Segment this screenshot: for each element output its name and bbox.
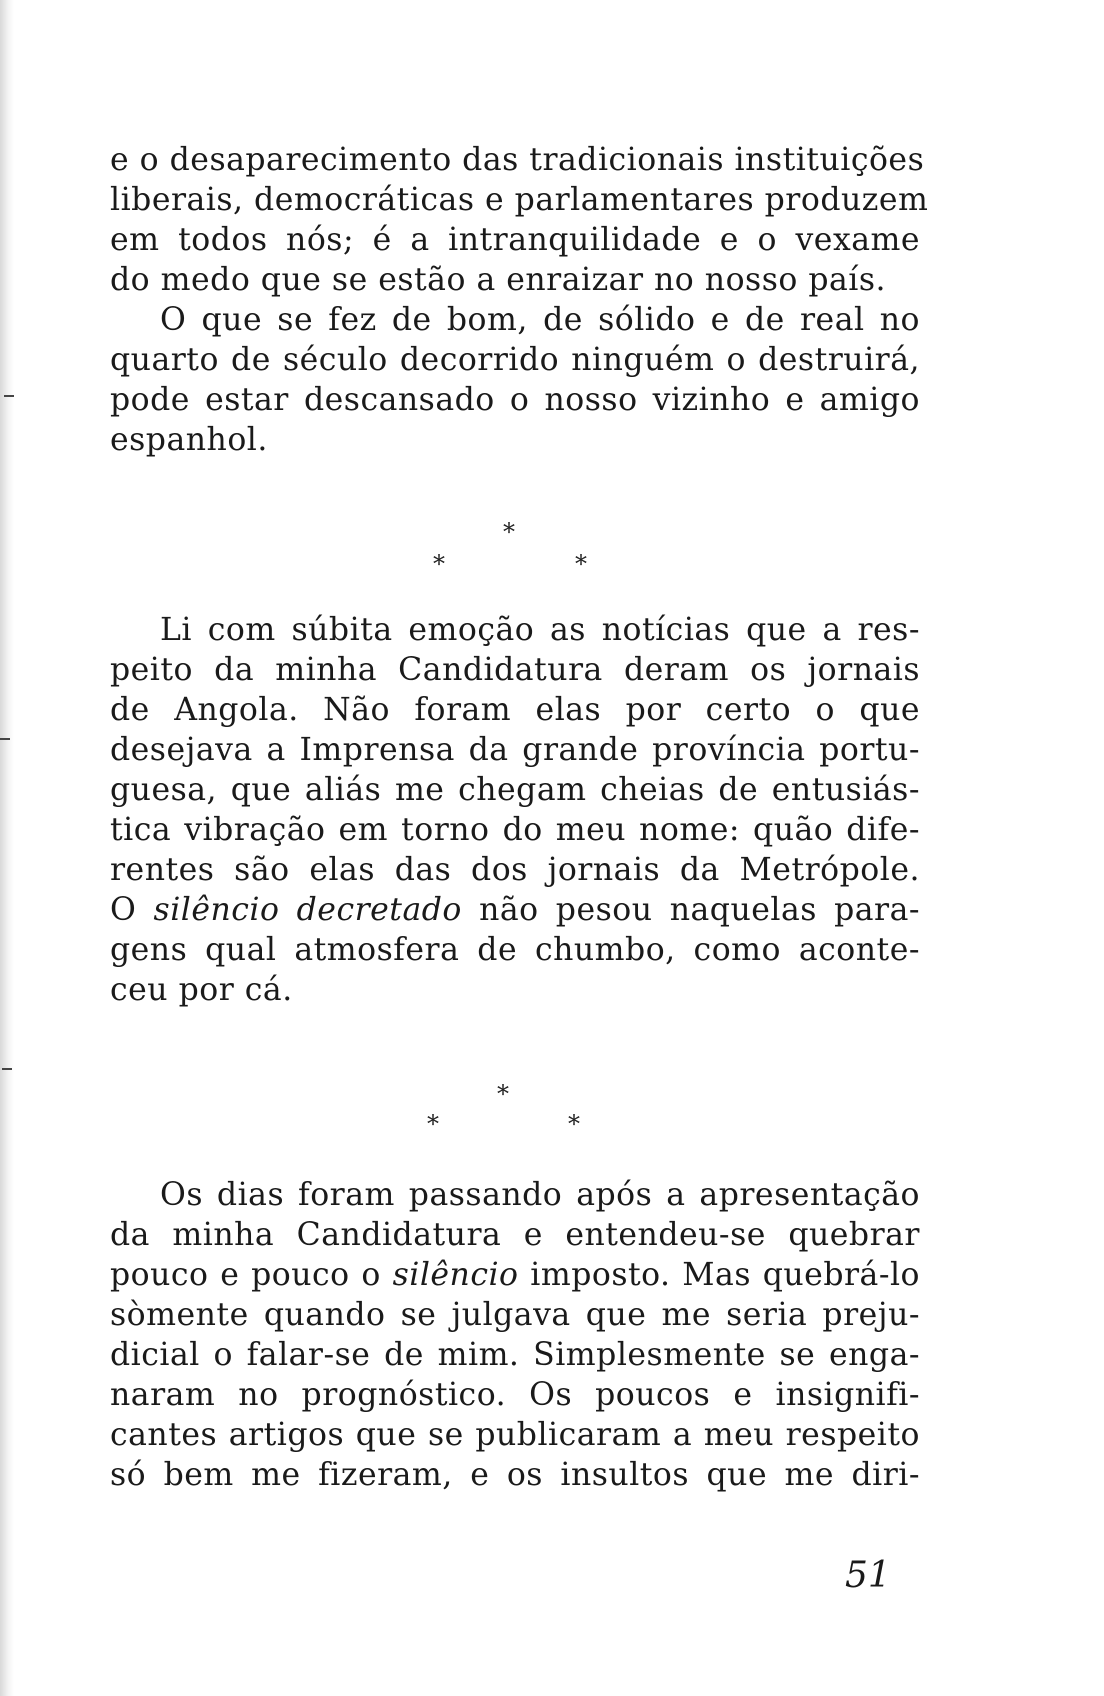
text-block-3 — [110, 1175, 920, 1495]
page-number: 51 — [845, 1555, 891, 1596]
edge-mark — [4, 395, 14, 397]
scan-edge — [0, 0, 14, 1696]
text-line: do medo que se estão a enraizar no nosso país. — [110, 262, 887, 298]
text-line: em todos nós; é a intranquilidade e o vexame — [110, 222, 920, 258]
text-line: de Angola. Não foram elas por certo o que — [110, 692, 920, 728]
text-line: gens qual atmosfera de chumbo, como aconte- — [110, 932, 920, 968]
text-line: peito da minha Candidatura deram os jornais — [110, 652, 920, 688]
text-line: cantes artigos que se publicaram a meu respeito — [110, 1417, 920, 1453]
text-line: sòmente quando se julgava que me seria preju- — [110, 1297, 920, 1333]
text-line: liberais, democráticas e parlamentares produzem — [110, 182, 929, 218]
asterisk: * — [503, 518, 515, 546]
text-line: quarto de século decorrido ninguém o destruirá, — [110, 342, 920, 378]
text-line: Os dias foram passando após a apresentação — [160, 1177, 920, 1213]
text-line: rentes são elas das dos jornais da Metrópole. — [110, 852, 920, 888]
text-segment: não pesou naquelas para- — [479, 892, 921, 928]
asterisk: * — [427, 1110, 439, 1138]
text-line — [110, 890, 920, 930]
text-line: guesa, que aliás me chegam cheias de entusiás- — [110, 772, 920, 808]
text-segment: pouco e pouco o — [110, 1257, 381, 1293]
italic-phrase: silêncio decretado — [153, 892, 462, 928]
edge-mark — [0, 738, 10, 740]
text-block-2 — [110, 610, 920, 1010]
text-line: da minha Candidatura e entendeu-se quebrar — [110, 1217, 920, 1253]
text-line: e o desaparecimento das tradicionais instituições — [110, 142, 925, 178]
text-line: pode estar descansado o nosso vizinho e amigo — [110, 382, 920, 418]
text-line — [110, 1255, 920, 1295]
italic-phrase: silêncio — [392, 1257, 519, 1293]
text-segment: imposto. Mas quebrá-lo — [530, 1257, 921, 1293]
text-line: Li com súbita emoção as notícias que a res- — [160, 612, 920, 648]
asterisk: * — [575, 550, 587, 578]
text-line: naram no prognóstico. Os poucos e insignifi- — [110, 1377, 920, 1413]
text-segment: O — [110, 892, 137, 928]
asterisk: * — [497, 1080, 509, 1108]
asterisk: * — [433, 550, 445, 578]
text-block-1 — [110, 140, 929, 460]
text-line: O que se fez de bom, de sólido e de real no — [160, 302, 920, 338]
text-line: espanhol. — [110, 422, 268, 458]
text-line: só bem me fizeram, e os insultos que me diri- — [110, 1457, 920, 1493]
edge-mark — [2, 1068, 12, 1070]
text-line: dicial o falar-se de mim. Simplesmente se enga- — [110, 1337, 920, 1373]
text-line: ceu por cá. — [110, 972, 293, 1008]
text-line: tica vibração em torno do meu nome: quão dife- — [110, 812, 920, 848]
text-line: desejava a Imprensa da grande província portu- — [110, 732, 920, 768]
asterisk: * — [568, 1110, 580, 1138]
